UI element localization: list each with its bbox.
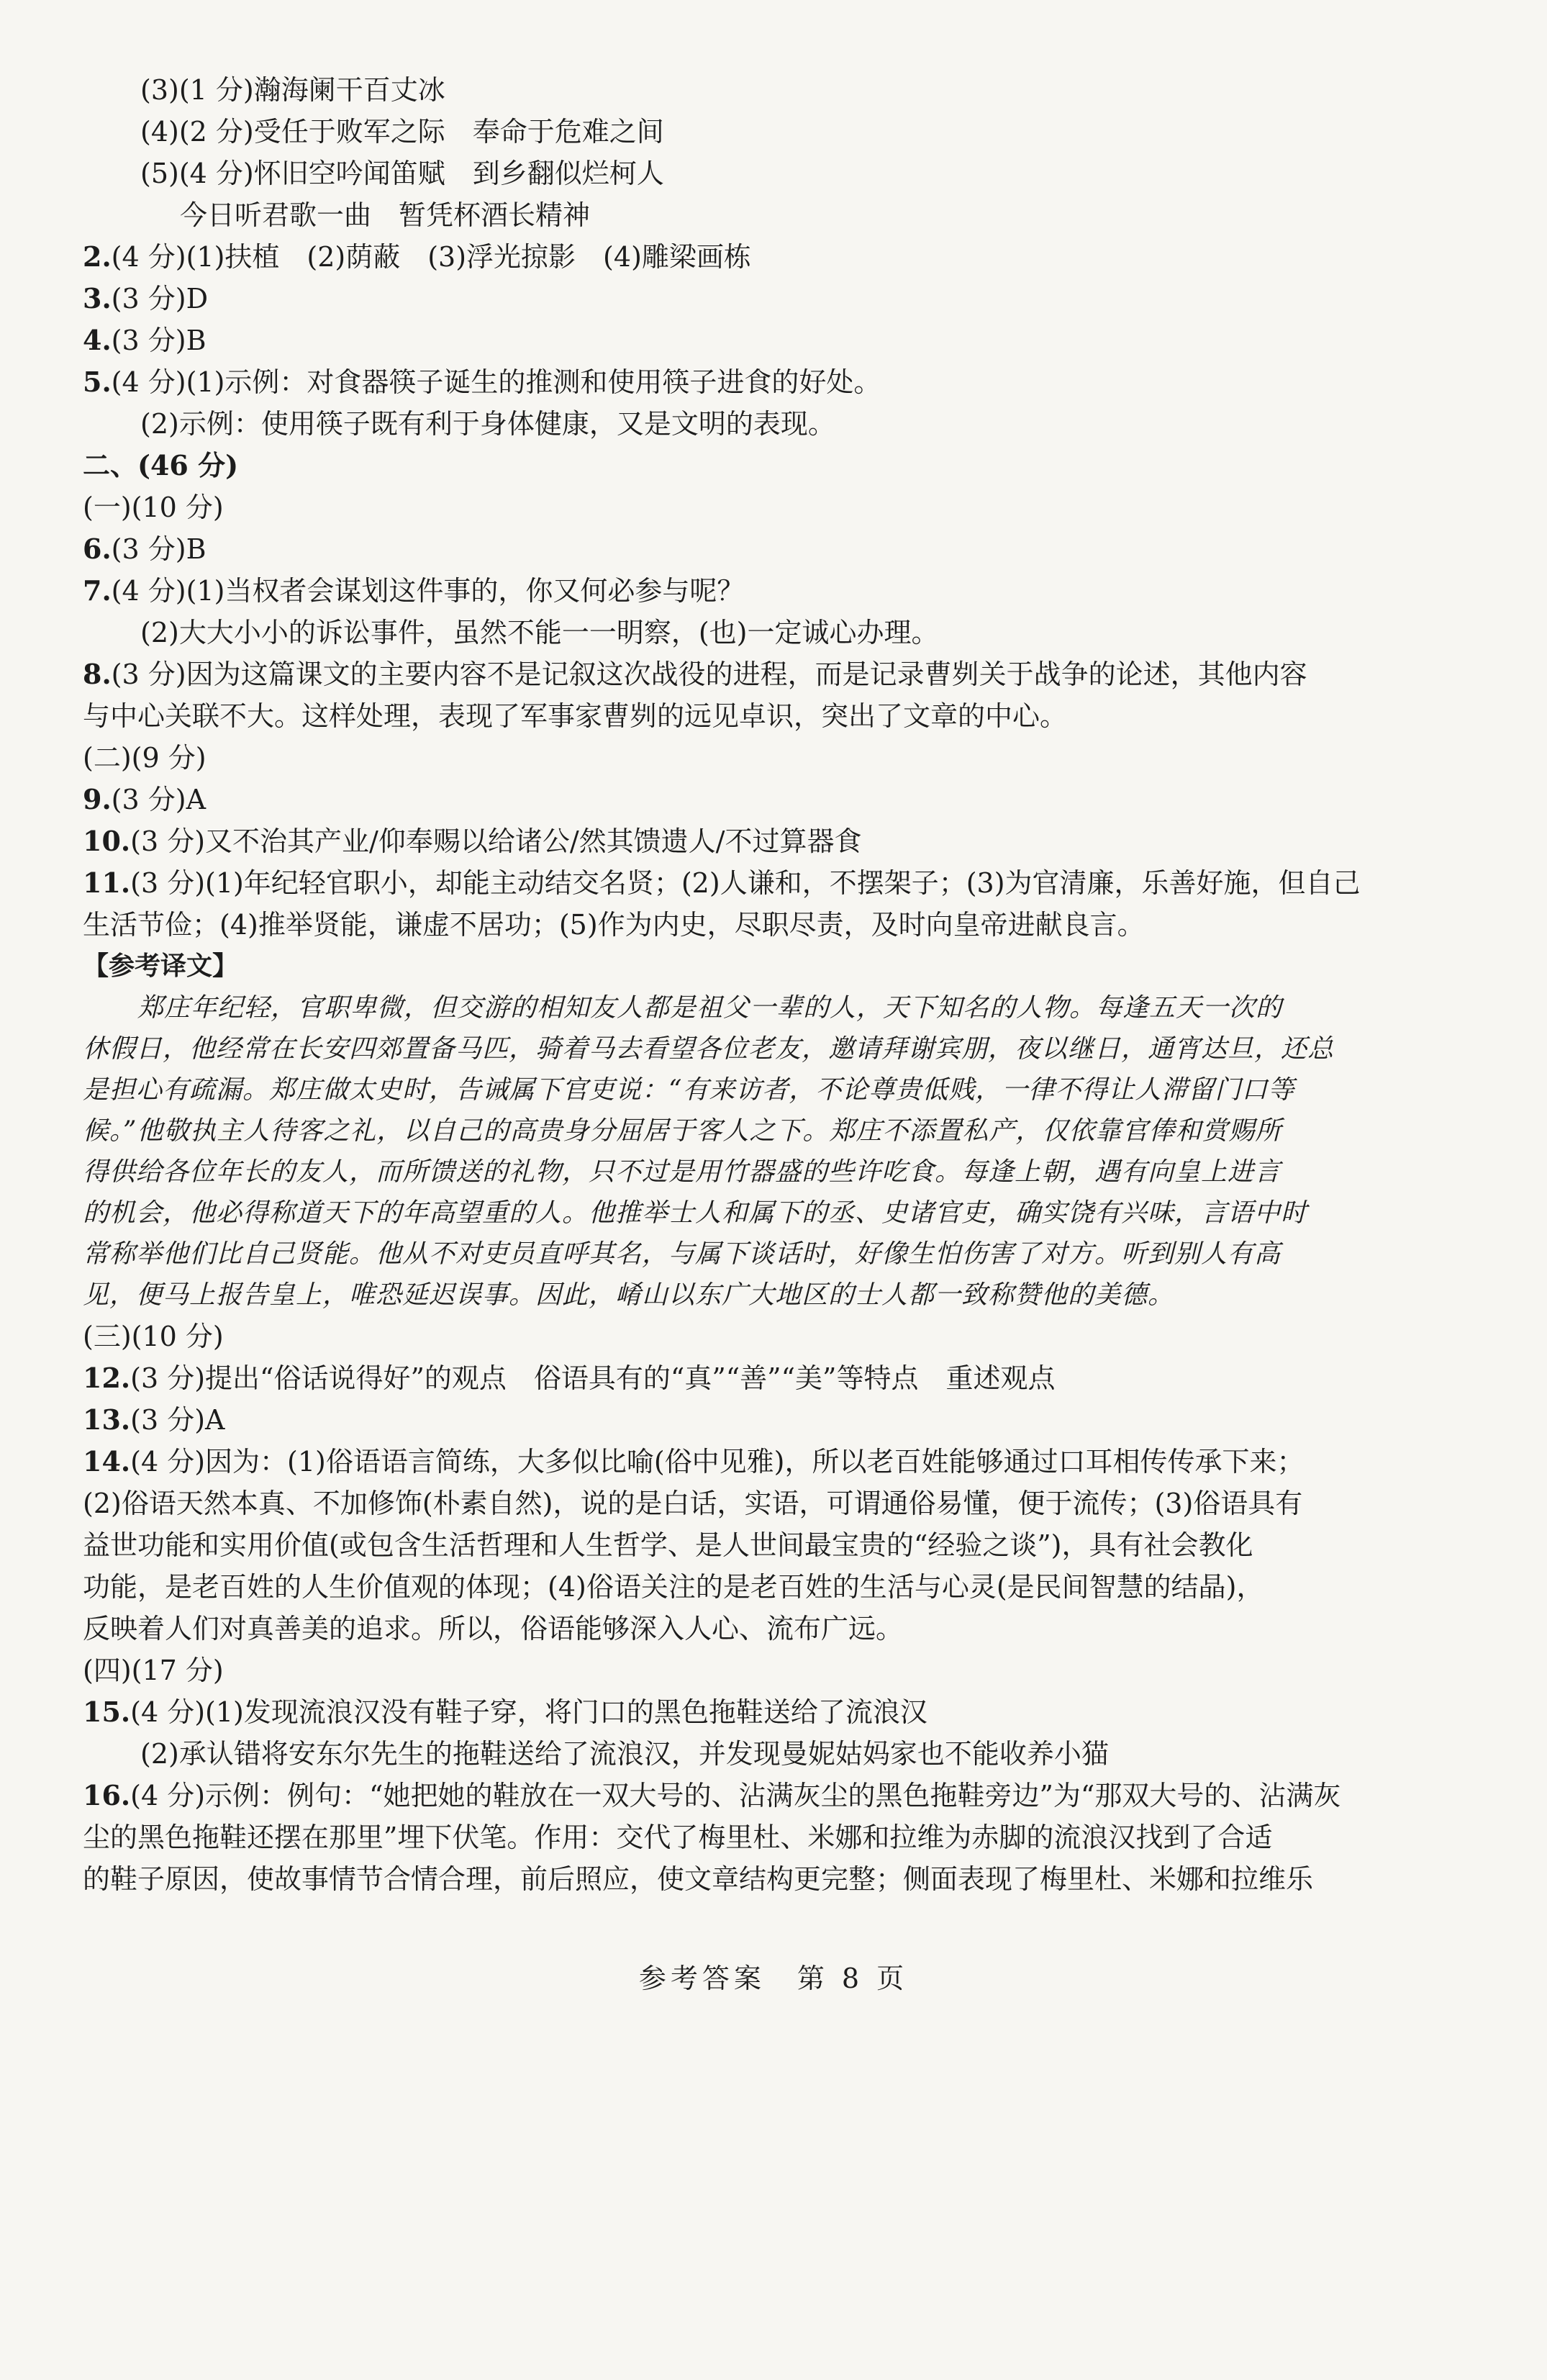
translation-line: 候。”他敬执主人待客之礼，以自己的高贵身分屈居于客人之下。郑庄不添置私产，仅依靠官俸和赏赐所 [83, 1116, 1282, 1146]
answer-item-5: 5.(4 分)(1)示例：对食器筷子诞生的推测和使用筷子进食的好处。 [83, 366, 881, 398]
answer-item-9: 9.(3 分)A [83, 783, 207, 815]
answer-item-15: 15.(4 分)(1)发现流浪汉没有鞋子穿，将门口的黑色拖鞋送给了流浪汉 [83, 1696, 927, 1728]
translation-heading: 【参考译文】 [83, 951, 239, 981]
answer-line: 与中心关联不大。这样处理，表现了军事家曹刿的远见卓识，突出了文章的中心。 [83, 700, 1068, 732]
answer-line: 今日听君歌一曲 暂凭杯酒长精神 [180, 199, 591, 231]
answer-item-11: 11.(3 分)(1)年纪轻官职小，却能主动结交名贤；(2)人谦和，不摆架子；(3)为官清廉，乐善好施，但自己 [83, 867, 1361, 899]
answer-line: (3)(1 分)瀚海阑干百丈冰 [140, 74, 445, 106]
translation-line: 常称举他们比自己贤能。他从不对吏员直呼其名，与属下谈话时，好像生怕伤害了对方。听到别人有高 [83, 1239, 1281, 1269]
answer-item-3: 3.(3 分)D [83, 282, 209, 315]
answer-item-8: 8.(3 分)因为这篇课文的主要内容不是记叙这次战役的进程，而是记录曹刿关于战争的论述，其他内容 [83, 658, 1307, 690]
translation-line: 见，便马上报告皇上，唯恐延迟误事。因此，崤山以东广大地区的士人都一致称赞他的美德。 [83, 1280, 1175, 1310]
answer-line: (4)(2 分)受任于败军之际 奉命于危难之间 [140, 116, 664, 148]
subsection-heading: (三)(10 分) [83, 1321, 224, 1352]
answer-item-7: 7.(4 分)(1)当权者会谋划这件事的，你又何必参与呢？ [83, 574, 745, 607]
answer-item-4: 4.(3 分)B [83, 324, 207, 356]
subsection-heading: (二)(9 分) [83, 742, 207, 774]
answer-item-12: 12.(3 分)提出“俗话说得好”的观点 俗语具有的“真”“善”“美”等特点 重述观点 [83, 1362, 1056, 1394]
subsection-heading: (四)(17 分) [83, 1655, 224, 1686]
subsection-heading: (一)(10 分) [83, 492, 224, 523]
answer-line: 功能，是老百姓的人生价值观的体现；(4)俗语关注的是老百姓的生活与心灵(是民间智慧的结晶)， [83, 1571, 1264, 1603]
answer-line: 生活节俭；(4)推举贤能，谦虚不居功；(5)作为内史，尽职尽责，及时向皇帝进献良言。 [83, 909, 1145, 941]
answer-item-6: 6.(3 分)B [83, 533, 207, 565]
answer-line: (2)示例：使用筷子既有利于身体健康，又是文明的表现。 [140, 408, 835, 440]
answer-line: 的鞋子原因，使故事情节合情合理，前后照应，使文章结构更完整；侧面表现了梅里杜、米娜和拉维乐 [83, 1863, 1314, 1895]
translation-block [83, 987, 1471, 1316]
translation-line: 的机会，他必得称道天下的年高望重的人。他推举士人和属下的丞、史诸官吏，确实饶有兴味，言语中时 [83, 1198, 1308, 1228]
translation-line: 休假日，他经常在长安四郊置备马匹，骑着马去看望各位老友，邀请拜谢宾朋，夜以继日，通宵达旦，还总 [83, 1034, 1335, 1064]
answer-item-14: 14.(4 分)因为：(1)俗语语言简练，大多似比喻(俗中见雅)，所以老百姓能够通过口耳相传传承下来； [83, 1445, 1305, 1478]
answer-line: (5)(4 分)怀旧空吟闻笛赋 到乡翻似烂柯人 [140, 158, 664, 189]
answer-item-10: 10.(3 分)又不治其产业/仰奉赐以给诸公/然其馈遗人/不过算器食 [83, 825, 862, 857]
answer-item-16: 16.(4 分)示例：例句：“她把她的鞋放在一双大号的、沾满灰尘的黑色拖鞋旁边”为“那双大号的、沾满灰 [83, 1779, 1341, 1811]
translation-line: 是担心有疏漏。郑庄做太史时，告诫属下官吏说：“有来访者，不论尊贵低贱，一律不得让人滞留门口等 [83, 1075, 1295, 1105]
answer-line: 益世功能和实用价值(或包含生活哲理和人生哲学、是人世间最宝贵的“经验之谈”)，具有社会教化 [83, 1529, 1253, 1561]
answer-line: (2)承认错将安东尔先生的拖鞋送给了流浪汉，并发现曼妮姑妈家也不能收养小猫 [140, 1738, 1109, 1770]
translation-line: 得供给各位年长的友人，而所馈送的礼物，只不过是用竹器盛的些许吃食。每逢上朝，遇有向皇上进言 [83, 1157, 1281, 1187]
answer-item-2: 2.(4 分)(1)扶植 (2)荫蔽 (3)浮光掠影 (4)雕梁画栋 [83, 240, 751, 273]
answer-line: 反映着人们对真善美的追求。所以，俗语能够深入人心、流布广远。 [83, 1613, 904, 1644]
answer-line: (2)大大小小的诉讼事件，虽然不能一一明察，(也)一定诚心办理。 [140, 617, 939, 648]
section-heading: 二、(46 分) [83, 449, 239, 481]
answer-line: 尘的黑色拖鞋还摆在那里”埋下伏笔。作用：交代了梅里杜、米娜和拉维为赤脚的流浪汉找到了合适 [83, 1822, 1273, 1853]
answer-item-13: 13.(3 分)A [83, 1403, 225, 1436]
translation-line: 郑庄年纪轻，官职卑微，但交游的相知友人都是祖父一辈的人，天下知名的人物。每逢五天一次的 [137, 993, 1283, 1023]
answer-line: (2)俗语天然本真、不加修饰(朴素自然)，说的是白话，实语，可谓通俗易懂，便于流传；(3)俗语具有 [83, 1488, 1303, 1519]
page-footer: 参考答案 第 8 页 [638, 1963, 909, 1994]
